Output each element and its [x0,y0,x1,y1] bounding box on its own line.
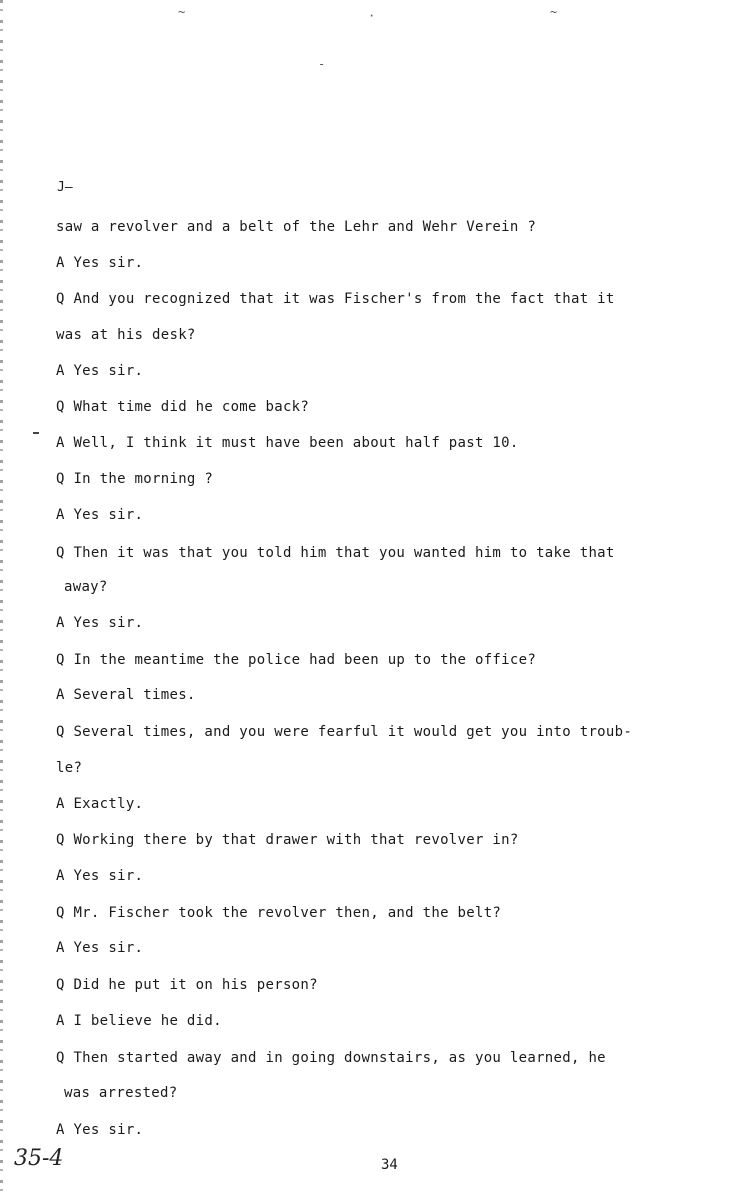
transcript-line: A Yes sir. [56,940,144,956]
transcript-line: Q Working there by that drawer with that revolver in? [56,832,519,848]
transcript-line: Q Several times, and you were fearful it would get you into troub- [56,724,633,740]
transcript-line: A I believe he did. [56,1013,222,1029]
transcript-line: was at his desk? [56,327,196,343]
scan-speck: · [368,9,376,23]
transcript-line: away? [64,579,108,595]
transcript-line: A Exactly. [56,796,144,812]
page-number: 34 [381,1157,398,1173]
scan-edge [0,0,3,1200]
scan-speck: ~ [550,5,558,19]
transcript-line: A Several times. [56,687,196,703]
transcript-line: Q Did he put it on his person? [56,977,318,993]
transcript-line: A Well, I think it must have been about half past 10. [56,435,519,451]
transcript-line: Q In the meantime the police had been up to the office? [56,652,537,668]
transcript-line: A Yes sir. [56,255,144,271]
scan-speck: - [318,57,326,71]
scan-speck: ~ [178,5,186,19]
transcript-line: Q Then started away and in going downstairs, as you learned, he [56,1050,606,1066]
handwritten-note: 35-4 [14,1146,64,1171]
transcript-line: Q Mr. Fischer took the revolver then, and the belt? [56,905,502,921]
transcript-line: A Yes sir. [56,363,144,379]
transcript-line: A Yes sir. [56,868,144,884]
page-marker: J— [57,180,73,195]
transcript-line: Q In the morning ? [56,471,214,487]
transcript-line: Q What time did he come back? [56,399,310,415]
transcript-line: A Yes sir. [56,615,144,631]
transcript-line: Q Then it was that you told him that you wanted him to take that [56,545,615,561]
transcript-line: A Yes sir. [56,1122,144,1138]
transcript-line: was arrested? [64,1085,178,1101]
scan-mark [33,432,39,434]
transcript-line: Q And you recognized that it was Fischer's from the fact that it [56,291,615,307]
transcript-line: saw a revolver and a belt of the Lehr and Wehr Verein ? [56,219,537,235]
transcript-line: A Yes sir. [56,507,144,523]
transcript-line: le? [56,760,83,776]
